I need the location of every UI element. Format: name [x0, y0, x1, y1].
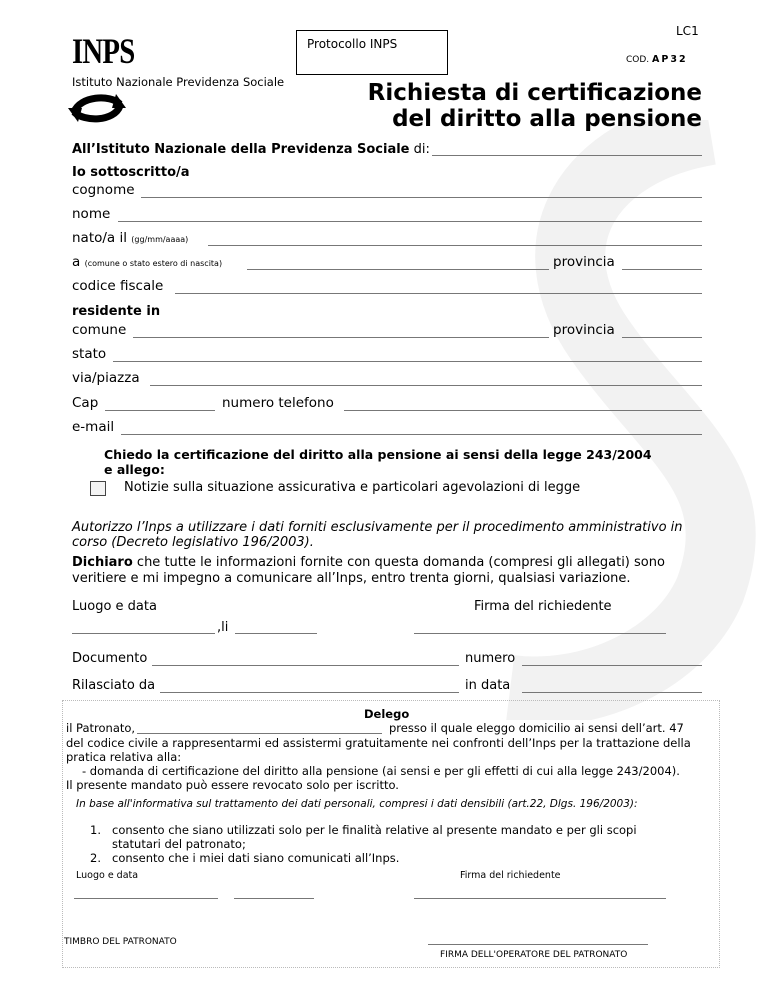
delegation-line4: - domanda di certificazione del diritto alla pensione (ai sensi e per gli effetti di cui alla legge 243/2004).: [82, 764, 680, 778]
consent-item1-line2: statutari del patronato;: [112, 837, 246, 851]
phone-field[interactable]: [344, 410, 702, 411]
delegation-date-field[interactable]: [234, 898, 314, 899]
delegation-heading: Delego: [364, 707, 410, 721]
document-label: Documento: [72, 651, 148, 666]
birth-place-hint: (comune o stato estero di nascita): [84, 259, 223, 268]
authorization-line2: corso (Decreto legislativo 196/2003).: [72, 535, 314, 550]
addressee-field[interactable]: [432, 155, 702, 156]
code-value: AP32: [652, 54, 688, 65]
patronato-stamp-label: TIMBRO DEL PATRONATO: [64, 937, 177, 947]
tax-code-label: codice fiscale: [72, 278, 164, 294]
applicant-heading: Io sottoscritto/a: [72, 165, 190, 180]
town-field[interactable]: [133, 337, 549, 338]
patronato-field[interactable]: [137, 733, 382, 734]
email-label: e-mail: [72, 419, 115, 435]
zip-field[interactable]: [105, 410, 215, 411]
state-label: stato: [72, 346, 107, 362]
request-line2: e allego:: [104, 462, 165, 477]
date-field[interactable]: [235, 633, 317, 634]
delegation-applicant-signature-label: Firma del richiedente: [460, 870, 561, 881]
document-number-field[interactable]: [522, 665, 702, 666]
state-field[interactable]: [113, 361, 702, 362]
form-title-line2: del diritto alla pensione: [392, 106, 702, 132]
birth-province-label: provincia: [553, 254, 615, 270]
issued-by-field[interactable]: [160, 692, 459, 693]
authorization-line1: Autorizzo l’Inps a utilizzare i dati forniti esclusivamente per il procedimento amministrativo in: [72, 520, 683, 535]
delegation-line2: del codice civile a rappresentarmi ed assistermi gratuitamente nei confronti dell’Inps per la trattazione della: [66, 736, 691, 750]
inps-arrows-logo: [66, 92, 128, 124]
tax-code-field[interactable]: [175, 293, 702, 294]
issued-date-field[interactable]: [522, 692, 702, 693]
form-code: [626, 54, 688, 65]
delegation-line5: Il presente mandato può essere revocato solo per iscritto.: [66, 778, 399, 792]
form-id: LC1: [676, 24, 699, 38]
inps-logo-text: INPS: [72, 31, 135, 71]
email-field[interactable]: [121, 434, 702, 435]
document-number-label: numero: [465, 651, 516, 666]
protocol-label: Protocollo INPS: [307, 37, 398, 51]
consent-item2-number: 2.: [90, 851, 101, 865]
operator-signature-label: FIRMA DELL'OPERATORE DEL PATRONATO: [440, 950, 628, 960]
delegation-line1a: il Patronato,: [66, 721, 136, 735]
applicant-signature-field[interactable]: [414, 633, 666, 634]
surname-label: cognome: [72, 182, 135, 198]
birth-date-label: nato/a il (gg/mm/aaaa): [72, 230, 189, 246]
code-prefix: COD.: [626, 55, 650, 65]
issued-by-label: Rilasciato da: [72, 678, 156, 693]
declaration-line1: Dichiaro che tutte le informazioni fornite con questa domanda (compresi gli allegati) sono: [72, 555, 665, 570]
birth-date-field[interactable]: [208, 245, 702, 246]
birth-place-field[interactable]: [247, 269, 549, 270]
place-date-label: Luogo e data: [72, 599, 157, 614]
protocol-box: [296, 30, 448, 75]
phone-label: numero telefono: [222, 395, 334, 411]
issued-date-label: in data: [465, 678, 511, 693]
consent-item1-line1: consento che siano utilizzati solo per le finalità relative al presente mandato e per gli scopi: [112, 823, 637, 837]
declaration-line2: veritiere e mi impegno a comunicare all’Inps, entro trenta giorni, qualsiasi variazione.: [72, 571, 631, 586]
delegation-line3: pratica relativa alla:: [66, 750, 182, 764]
addressee-label: All’Istituto Nazionale della Previdenza Sociale di:: [72, 142, 430, 157]
town-label: comune: [72, 322, 127, 338]
residence-province-field[interactable]: [622, 337, 702, 338]
delegation-line1b: presso il quale eleggo domicilio ai sensi dell’art. 47: [389, 721, 684, 735]
document-field[interactable]: [152, 665, 459, 666]
consent-item1-number: 1.: [90, 823, 101, 837]
consent-item2: consento che i miei dati siano comunicati all’Inps.: [112, 851, 400, 865]
birth-date-hint: (gg/mm/aaaa): [131, 235, 189, 244]
delegation-place-field[interactable]: [74, 898, 218, 899]
attachment-checkbox[interactable]: [90, 481, 106, 496]
name-field[interactable]: [118, 221, 702, 222]
operator-signature-field[interactable]: [428, 944, 648, 945]
surname-field[interactable]: [141, 197, 702, 198]
birth-province-field[interactable]: [622, 269, 702, 270]
residence-heading: residente in: [72, 304, 161, 319]
birth-place-label: a (comune o stato estero di nascita): [72, 254, 223, 270]
attachment-label: Notizie sulla situazione assicurativa e particolari agevolazioni di legge: [124, 480, 581, 495]
zip-label: Cap: [72, 395, 99, 411]
name-label: nome: [72, 206, 111, 222]
form-title-line1: Richiesta di certificazione: [367, 80, 702, 106]
residence-province-label: provincia: [553, 322, 615, 338]
street-field[interactable]: [150, 385, 702, 386]
request-line1: Chiedo la certificazione del diritto alla pensione ai sensi della legge 243/2004: [104, 447, 652, 462]
li-label: ,li: [217, 620, 229, 635]
watermark-logo: [470, 120, 768, 720]
street-label: via/piazza: [72, 370, 140, 386]
place-field[interactable]: [72, 633, 215, 634]
privacy-text: In base all'informativa sul trattamento dei dati personali, compresi i dati densibili (art.22, Dlgs. 196/2003):: [76, 798, 638, 810]
applicant-signature-label: Firma del richiedente: [474, 599, 612, 614]
institute-name: Istituto Nazionale Previdenza Sociale: [72, 75, 285, 89]
delegation-applicant-signature-field[interactable]: [414, 898, 666, 899]
delegation-place-date-label: Luogo e data: [76, 870, 139, 881]
